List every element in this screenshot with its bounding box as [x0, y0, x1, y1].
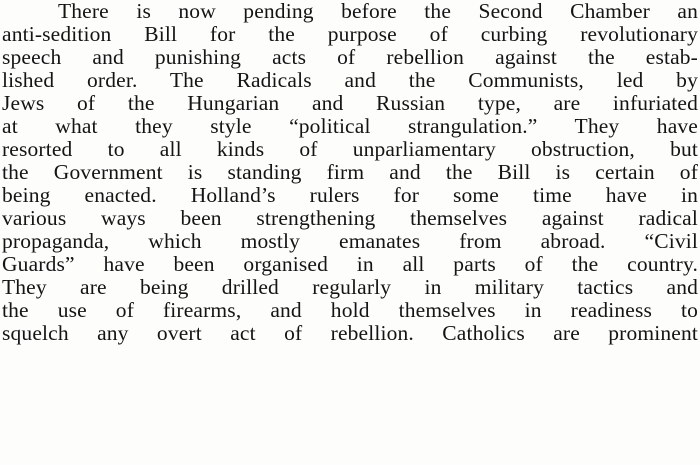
text-line: squelch any overt act of rebellion. Catholics are prominent: [2, 321, 698, 345]
paragraph: [2, 0, 698, 345]
text-line: anti-sedition Bill for the purpose of curbing revolutionary: [2, 22, 698, 46]
text-line: various ways been strengthening themselves against radical: [2, 206, 698, 230]
text-line: being enacted. Holland’s rulers for some time have in: [2, 183, 698, 207]
text-line: There is now pending before the Second Chamber an: [58, 0, 698, 23]
text-line: resorted to all kinds of unparliamentary obstruction, but: [2, 137, 698, 161]
text-line: the Government is standing firm and the Bill is certain of: [2, 160, 698, 184]
text-line: They are being drilled regularly in military tactics and: [2, 275, 698, 299]
text-line: at what they style “political strangulation.” They have: [2, 114, 698, 138]
text-line: speech and punishing acts of rebellion against the estab-: [2, 45, 698, 69]
text-line: lished order. The Radicals and the Communists, led by: [2, 68, 698, 92]
text-line: propaganda, which mostly emanates from abroad. “Civil: [2, 229, 698, 253]
text-line: Jews of the Hungarian and Russian type, are infuriated: [2, 91, 698, 115]
text-line: Guards” have been organised in all parts of the country.: [2, 252, 698, 276]
text-line: the use of firearms, and hold themselves in readiness to: [2, 298, 698, 322]
